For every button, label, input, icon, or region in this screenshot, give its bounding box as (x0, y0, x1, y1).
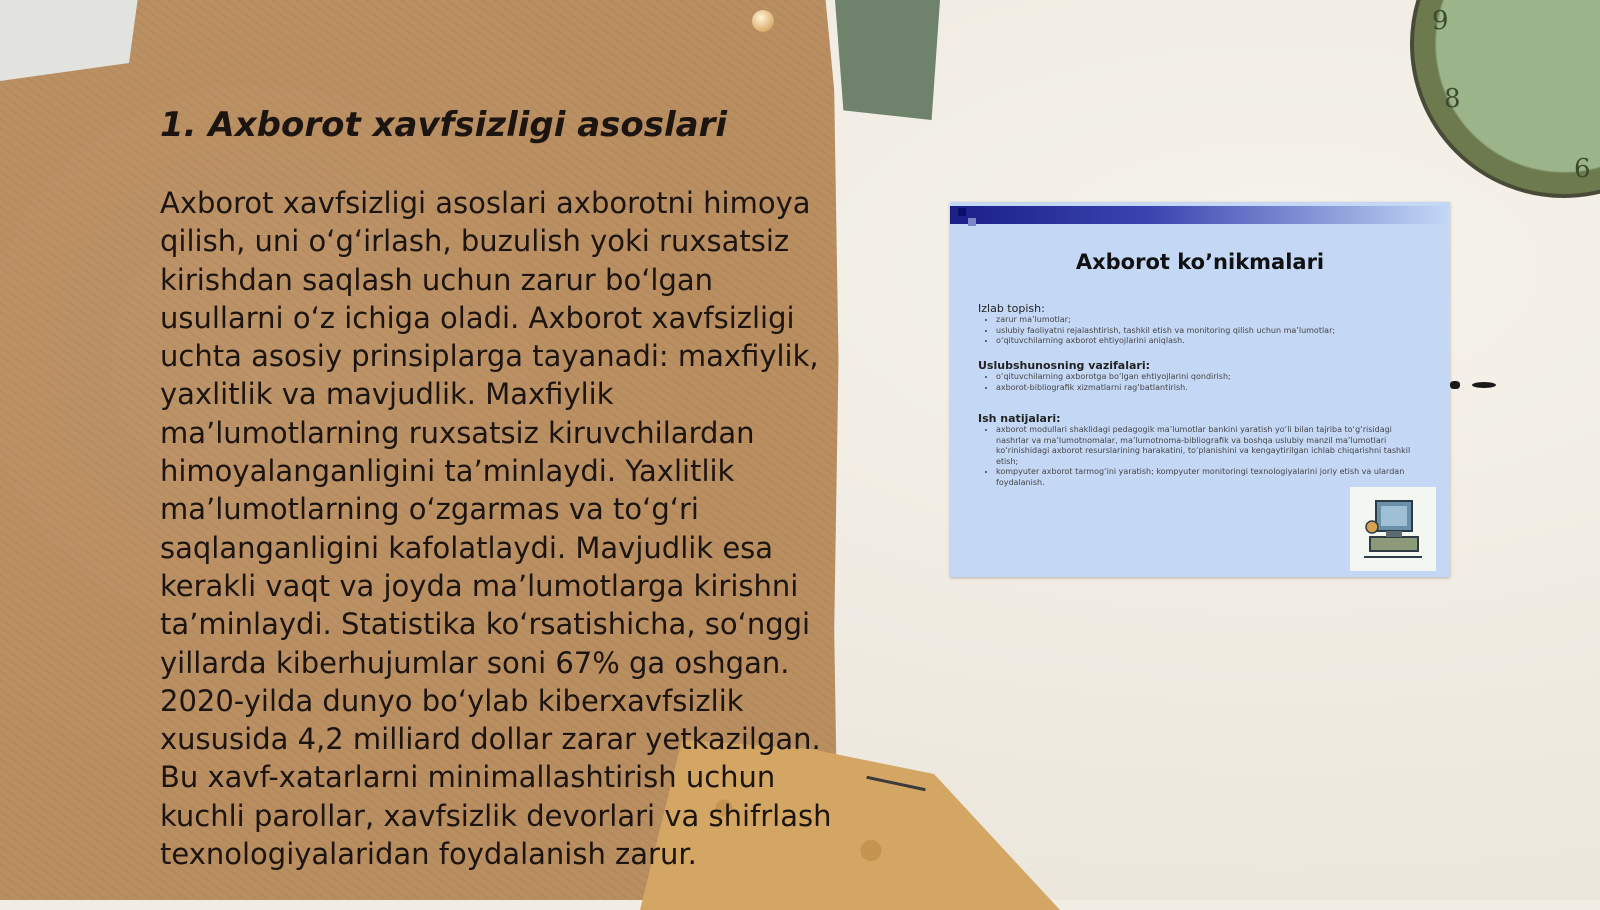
clock-number: 8 (1444, 84, 1461, 114)
slide-thumbnail (950, 202, 1450, 577)
slide-list-item: • o‘qituvchilarning axborotga bo‘lgan ehtiyojlarini qondirish; (996, 372, 1398, 383)
green-tape-decoration (835, 0, 940, 120)
ink-mark (1450, 381, 1460, 389)
slide-list-item: • axborot modullari shaklidagi pedagogik ma’lumotlar bankini yaratish yo‘li bilan tajriba to‘g‘risidagi nashrlar va ma’lumotnomalar, ma’lumotnoma-bibliografik va boshqa uslubiy manzil ma’lumotlari ko‘rinishidagi axborot resurslarining harakatini, to‘planishini va kengaytirilgan ichlab chiqarishni tashkil etish; (996, 425, 1418, 467)
pin-icon (752, 10, 774, 32)
slide-square-icon (968, 218, 976, 226)
slide-list-item: • o‘qituvchilarning axborot ehtiyojlarini aniqlash. (996, 336, 1398, 347)
slide-section-heading: Izlab topish: (978, 302, 1045, 315)
slide-section (978, 412, 1418, 488)
slide-list-item: • uslubiy faoliyatni rejalashtirish, tashkil etish va monitoring qilish uchun ma’lumotlar; (996, 326, 1398, 337)
clock-number: 6 (1574, 154, 1591, 184)
slide-list-item: • kompyuter axborot tarmog‘ini yaratish; kompyuter monitoringi texnologiyalarini joriy etish va ulardan foydalanish. (996, 467, 1418, 488)
slide-title: Axborot ko’nikmalari (1075, 250, 1325, 274)
slide-section-heading: Uslubshunosning vazifalari: (978, 359, 1150, 372)
clock-number: 9 (1432, 6, 1449, 36)
slide-square-icon (958, 208, 966, 216)
page-title: 1. Axborot xavfsizligi asoslari (160, 105, 728, 145)
computer-icon (1350, 487, 1436, 571)
slide-list-item: • axborot-bibliografik xizmatlarni rag‘batlantirish. (996, 383, 1398, 394)
slide-list-item: • zarur ma’lumotlar; (996, 315, 1398, 326)
body-paragraph: Axborot xavfsizligi asoslari axborotni himoya qilish, uni o‘g‘irlash, buzulish yoki ruxsatsiz kirishdan saqlash uchun zarur bo‘lgan usullarni o‘z ichiga oladi. Axborot xavfsizligi uchta asosiy prinsiplarga tayanadi: maxfiylik, yaxlitlik va mavjudlik. Maxfiylik ma’lumotlarning ruxsatsiz kiruvchilardan himoyalanganligini ta’minlaydi. Yaxlitlik ma’lumotlarning o‘zgarmas va to‘g‘ri saqlanganligini kafolatlaydi. Mavjudlik esa kerakli vaqt va joyda ma’lumotlarga kirishni ta’minlaydi. Statistika ko‘rsatishicha, so‘nggi yillarda kiberhujumlar soni 67% ga oshgan. 2020-yilda dunyo bo‘ylab kiberxavfsizlik xususida 4,2 milliard dollar zarar yetkazilgan. Bu xavf-xatarlarni minimallashtirish uchun kuchli parollar, xavfsizlik devorlari va shifrlash texnologiyalaridan foydalanish zarur. (160, 186, 832, 872)
slide-section (978, 302, 1398, 347)
slide-section-heading: Ish natijalari: (978, 412, 1061, 425)
slide-section (978, 359, 1398, 393)
ink-mark (1472, 382, 1496, 388)
slide-header-bar (950, 206, 1450, 224)
